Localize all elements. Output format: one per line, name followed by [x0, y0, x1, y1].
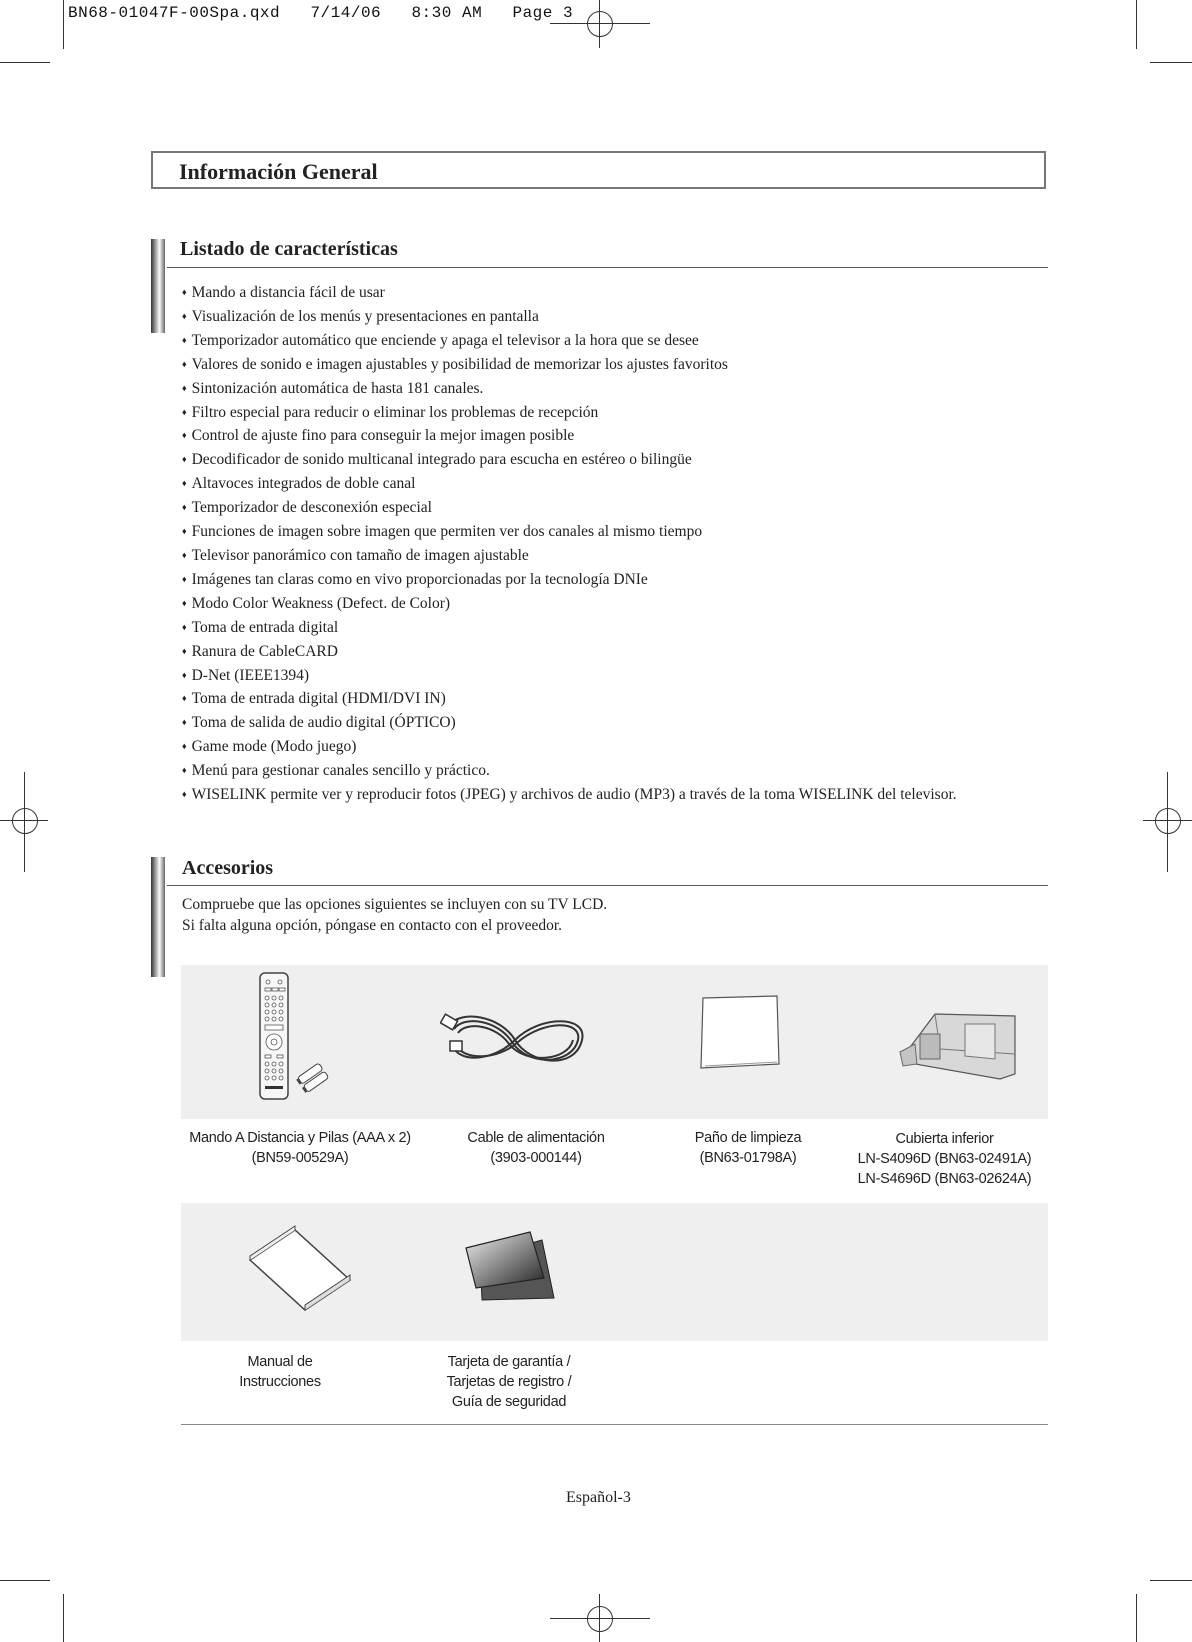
features-section-title: Listado de características: [180, 238, 398, 260]
list-item: ♦ Toma de entrada digital: [182, 618, 339, 636]
list-item: ♦ Funciones de imagen sobre imagen que permiten ver dos canales al mismo tiempo: [182, 523, 703, 541]
list-item: ♦ Ranura de CableCARD: [182, 642, 338, 660]
accessories-intro: Compruebe que las opciones siguientes se incluyen con su TV LCD. Si falta alguna opción, póngase en contacto con el proveedor.: [182, 896, 608, 934]
diamond-bullet-icon: ♦: [182, 741, 187, 752]
diamond-bullet-icon: ♦: [182, 478, 187, 489]
list-item: ♦ Valores de sonido e imagen ajustables y posibilidad de memorizar los ajustes favoritos: [182, 355, 728, 373]
diamond-bullet-icon: ♦: [182, 765, 187, 776]
list-item: ♦ Visualización de los menús y presentaciones en pantalla: [182, 307, 539, 325]
list-item: ♦ Modo Color Weakness (Defect. de Color): [182, 594, 451, 612]
diamond-bullet-icon: ♦: [182, 669, 187, 680]
power-cable-icon: [440, 1005, 590, 1075]
diamond-bullet-icon: ♦: [182, 717, 187, 728]
list-item: ♦ D-Net (IEEE1394): [182, 666, 310, 684]
page-title: Información General: [179, 159, 378, 184]
accessories-section-title: Accesorios: [182, 857, 274, 879]
list-item: ♦ Toma de entrada digital (HDMI/DVI IN): [182, 690, 446, 708]
diamond-bullet-icon: ♦: [182, 621, 187, 632]
list-item: ♦ Temporizador de desconexión especial: [182, 499, 432, 517]
accessory-label: Manual de Instrucciones: [239, 1354, 321, 1390]
accessory-label: Tarjeta de garantía / Tarjetas de registro / Guía de seguridad: [446, 1354, 572, 1410]
accessory-label: Cubierta inferior LN-S4096D (BN63-02491A) LN-S4696D (BN63-02624A): [857, 1131, 1032, 1187]
diamond-bullet-icon: ♦: [182, 789, 187, 800]
accessory-label: Paño de limpieza (BN63-01798A): [694, 1130, 802, 1166]
accessories-title-rule: [167, 885, 1048, 886]
page-title-box: [151, 151, 1046, 189]
list-item: ♦ Mando a distancia fácil de usar: [182, 284, 385, 301]
list-item: ♦ Imágenes tan claras como en vivo proporcionadas por la tecnología DNIe: [182, 570, 648, 588]
accessories-bottom-rule: [181, 1424, 1048, 1425]
diamond-bullet-icon: ♦: [182, 287, 187, 297]
diamond-bullet-icon: ♦: [182, 502, 187, 513]
features-list: [182, 282, 957, 808]
bottom-cover-icon: [895, 1004, 1020, 1084]
accessory-label: Cable de alimentación (3903-000144): [467, 1130, 605, 1166]
list-item: ♦ Menú para gestionar canales sencillo y práctico.: [182, 762, 490, 780]
list-item: ♦ Temporizador automático que enciende y apaga el televisor a la hora que se desee: [182, 331, 699, 349]
list-item: ♦ Game mode (Modo juego): [182, 738, 357, 756]
manual-icon: [245, 1225, 355, 1315]
list-item: ♦ Filtro especial para reducir o eliminar los problemas de recepción: [182, 403, 599, 421]
list-item: ♦ Sintonización automática de hasta 181 canales.: [182, 379, 484, 397]
diamond-bullet-icon: ♦: [182, 430, 187, 441]
page-number: Español-3: [566, 1489, 631, 1506]
list-item: ♦ WISELINK permite ver y reproducir fotos (JPEG) y archivos de audio (MP3) a través de la toma WISELINK del televisor.: [182, 786, 957, 804]
diamond-bullet-icon: ♦: [182, 310, 187, 321]
diamond-bullet-icon: ♦: [182, 334, 187, 345]
list-item: ♦ Toma de salida de audio digital (ÓPTICO): [182, 714, 456, 732]
diamond-bullet-icon: ♦: [182, 382, 187, 393]
remote-control-icon: [250, 970, 340, 1105]
diamond-bullet-icon: ♦: [182, 406, 187, 417]
list-item: ♦ Altavoces integrados de doble canal: [182, 475, 416, 493]
diamond-bullet-icon: ♦: [182, 526, 187, 537]
diamond-bullet-icon: ♦: [182, 454, 187, 465]
diamond-bullet-icon: ♦: [182, 645, 187, 656]
diamond-bullet-icon: ♦: [182, 358, 187, 369]
warranty-card-icon: [462, 1228, 557, 1303]
section-marker-bar: [151, 857, 165, 977]
diamond-bullet-icon: ♦: [182, 549, 187, 560]
file-slug: BN68-01047F-00Spa.qxd 7/14/06 8:30 AM Page 3: [68, 4, 574, 22]
diamond-bullet-icon: ♦: [182, 573, 187, 584]
section-marker-bar: [151, 239, 165, 333]
diamond-bullet-icon: ♦: [182, 693, 187, 704]
diamond-bullet-icon: ♦: [182, 597, 187, 608]
features-title-rule: [167, 267, 1048, 268]
list-item: ♦ Control de ajuste fino para conseguir la mejor imagen posible: [182, 427, 575, 445]
cleaning-cloth-icon: [697, 992, 783, 1072]
accessory-label: Mando A Distancia y Pilas (AAA x 2) (BN59-00529A): [189, 1130, 411, 1166]
list-item: ♦ Decodificador de sonido multicanal integrado para escucha en estéreo o bilingüe: [182, 451, 692, 469]
list-item: ♦ Televisor panorámico con tamaño de imagen ajustable: [182, 546, 529, 564]
